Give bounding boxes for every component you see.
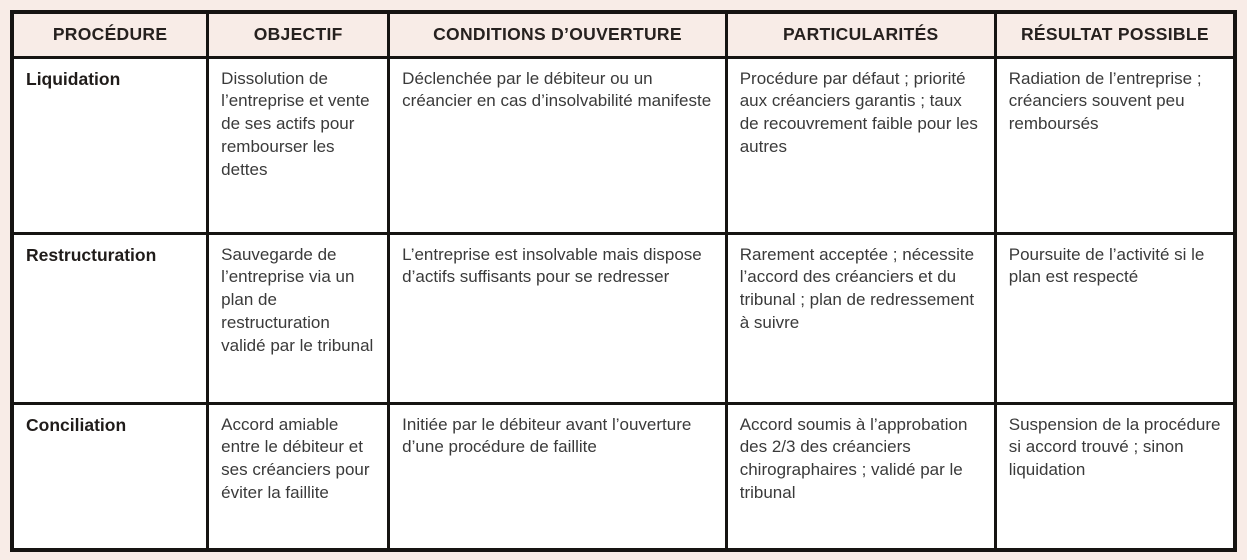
particularites-cell: Procédure par défaut ; priorité aux créanciers garantis ; taux de recouvrement faible pour les autres	[726, 57, 995, 233]
conditions-cell: L’entreprise est insolvable mais dispose d’actifs suffisants pour se redresser	[389, 233, 727, 403]
column-header-conditions: CONDITIONS D’OUVERTURE	[389, 12, 727, 57]
column-header-resultat: RÉSULTAT POSSIBLE	[995, 12, 1235, 57]
column-header-particularites: PARTICULARITÉS	[726, 12, 995, 57]
conditions-cell: Initiée par le débiteur avant l’ouverture d’une procédure de faillite	[389, 403, 727, 550]
procedure-name-cell: Restructuration	[12, 233, 208, 403]
table-row-liquidation	[12, 57, 1235, 233]
particularites-cell: Rarement acceptée ; nécessite l’accord des créanciers et du tribunal ; plan de redressement à suivre	[726, 233, 995, 403]
objectif-cell: Sauvegarde de l’entreprise via un plan de restructuration validé par le tribunal	[208, 233, 389, 403]
column-header-objectif: OBJECTIF	[208, 12, 389, 57]
column-header-procedure: PROCÉDURE	[12, 12, 208, 57]
objectif-cell: Dissolution de l’entreprise et vente de ses actifs pour rembourser les dettes	[208, 57, 389, 233]
objectif-cell: Accord amiable entre le débiteur et ses créanciers pour éviter la faillite	[208, 403, 389, 550]
table-body	[12, 57, 1235, 550]
resultat-cell: Suspension de la procédure si accord trouvé ; sinon liquidation	[995, 403, 1235, 550]
resultat-cell: Radiation de l’entreprise ; créanciers souvent peu remboursés	[995, 57, 1235, 233]
insolvency-procedures-table	[10, 10, 1237, 552]
table-row-restructuration	[12, 233, 1235, 403]
header-row	[12, 12, 1235, 57]
resultat-cell: Poursuite de l’activité si le plan est respecté	[995, 233, 1235, 403]
particularites-cell: Accord soumis à l’approbation des 2/3 des créanciers chirographaires ; validé par le tribunal	[726, 403, 995, 550]
procedure-name-cell: Conciliation	[12, 403, 208, 550]
conditions-cell: Déclenchée par le débiteur ou un créancier en cas d’insolvabilité manifeste	[389, 57, 727, 233]
procedure-name-cell: Liquidation	[12, 57, 208, 233]
table-header	[12, 12, 1235, 57]
table-row-conciliation	[12, 403, 1235, 550]
